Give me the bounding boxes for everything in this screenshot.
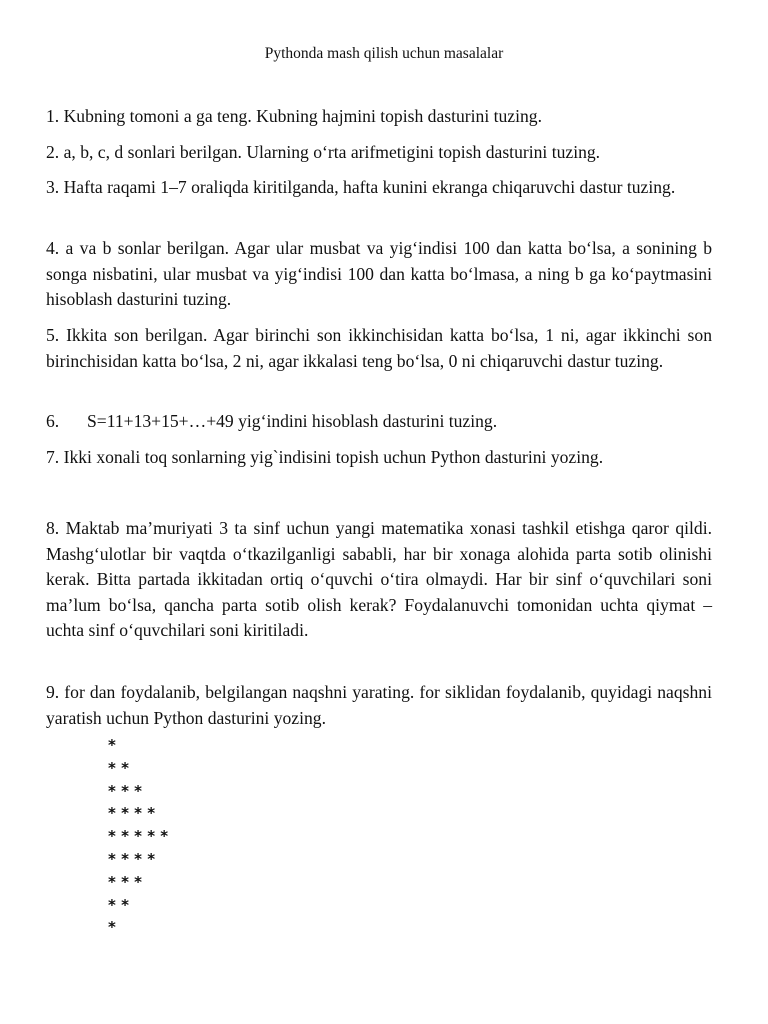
- star-pattern: [108, 734, 168, 939]
- task-6-number: 6.: [46, 411, 60, 431]
- pattern-row: * *: [108, 758, 129, 777]
- pattern-row: *: [108, 736, 116, 754]
- task-6: [46, 409, 497, 435]
- task-4: 4. a va b sonlar berilgan. Agar ular musbat va yig‘indisi 100 dan katta bo‘lsa, a sonining b songa nisbatini, ular musbat va yig‘indisi 100 dan katta bo‘lmasa, a ning b ga ko‘paytmasini hisoblash dasturini tuzing.: [46, 238, 712, 309]
- pattern-row: * * * *: [108, 849, 156, 868]
- task-1: 1. Kubning tomoni a ga teng. Kubning hajmini topish dasturini tuzing.: [46, 106, 543, 126]
- pattern-row: * * *: [108, 872, 142, 891]
- pattern-row: *: [108, 918, 116, 937]
- pattern-row: * * * * *: [108, 827, 169, 846]
- pattern-row: * *: [108, 895, 129, 914]
- task-2: 2. a, b, c, d sonlari berilgan. Ularning o‘rta arifmetigini topish dasturini tuzing.: [46, 142, 601, 162]
- task-7: 7. Ikki xonali toq sonlarning yig`indisini topish uchun Python dasturini yozing.: [46, 447, 604, 467]
- task-3: 3. Hafta raqami 1–7 oraliqda kiritilganda, hafta kunini ekranga chiqaruvchi dastur tuzing.: [46, 177, 676, 197]
- task-8: 8. Maktab ma’muriyati 3 ta sinf uchun yangi matematika xonasi tashkil etishga qaror qildi. Mashg‘ulotlar bir vaqtda o‘tkazilganligi sababli, har bir xonaga alohida parta sotib olinishi kerak. Bitta partada ikkitadan ortiq o‘quvchi o‘tira olmaydi. Har bir sinf o‘quvchilari soni ma’lum bo‘lsa, qancha parta sotib olish kerak? Foydalanuvchi tomonidan uchta qiymat – uchta sinf o‘quvchilari soni kiritiladi.: [46, 518, 712, 640]
- document-title: Pythonda mash qilish uchun masalalar: [264, 45, 504, 62]
- pattern-row: * * * *: [108, 804, 156, 823]
- task-5: 5. Ikkita son berilgan. Agar birinchi son ikkinchisidan katta bo‘lsa, 1 ni, agar ikkinchi son birinchisidan katta bo‘lsa, 2 ni, agar ikkalasi teng bo‘lsa, 0 ni chiqaruvchi dastur tuzing.: [46, 325, 712, 371]
- pattern-row: * * *: [108, 781, 142, 800]
- task-9: 9. for dan foydalanib, belgilangan naqshni yarating. for siklidan foydalanib, quyidagi naqshni yaratish uchun Python dasturini yozing.: [46, 682, 712, 728]
- task-6-text: S=11+13+15+…+49 yig‘indini hisoblash dasturini tuzing.: [87, 411, 498, 431]
